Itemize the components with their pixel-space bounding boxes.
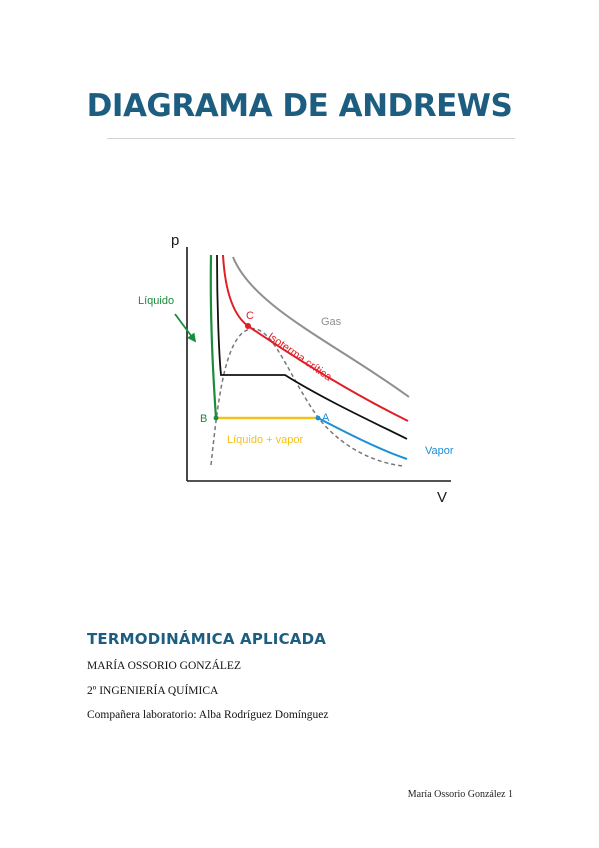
document-title: DIAGRAMA DE ANDREWS — [86, 88, 513, 124]
x-axis-label: V — [437, 489, 448, 506]
two-phase-label: Líquido + vapor — [227, 434, 304, 446]
point-b-marker — [214, 416, 219, 421]
title-divider — [107, 138, 515, 139]
point-c-label: C — [246, 310, 254, 322]
subcritical-isotherm — [217, 255, 407, 439]
point-c-marker — [245, 323, 251, 329]
critical-isotherm — [223, 255, 408, 421]
course-line: 2º INGENIERÍA QUÍMICA — [87, 685, 219, 697]
page-footer: María Ossorio González 1 — [407, 789, 513, 800]
vapor-label: Vapor — [425, 445, 454, 457]
y-axis-label: p — [171, 232, 180, 249]
point-a-marker — [316, 416, 321, 421]
vapor-branch — [318, 418, 407, 459]
point-a-label: A — [322, 412, 330, 424]
subject-heading: TERMODINÁMICA APLICADA — [87, 630, 327, 648]
andrews-diagram — [125, 225, 475, 510]
point-b-label: B — [200, 413, 208, 425]
author-line: MARÍA OSSORIO GONZÁLEZ — [87, 660, 241, 672]
liquid-arrow — [175, 314, 195, 341]
gas-label: Gas — [321, 316, 342, 328]
liquid-label: Líquido — [138, 295, 175, 307]
critical-isotherm-label: Isoterma crítica — [265, 330, 334, 384]
liquid-branch — [211, 255, 216, 418]
lab-partner-line: Compañera laboratorio: Alba Rodríguez Domínguez — [87, 709, 329, 721]
